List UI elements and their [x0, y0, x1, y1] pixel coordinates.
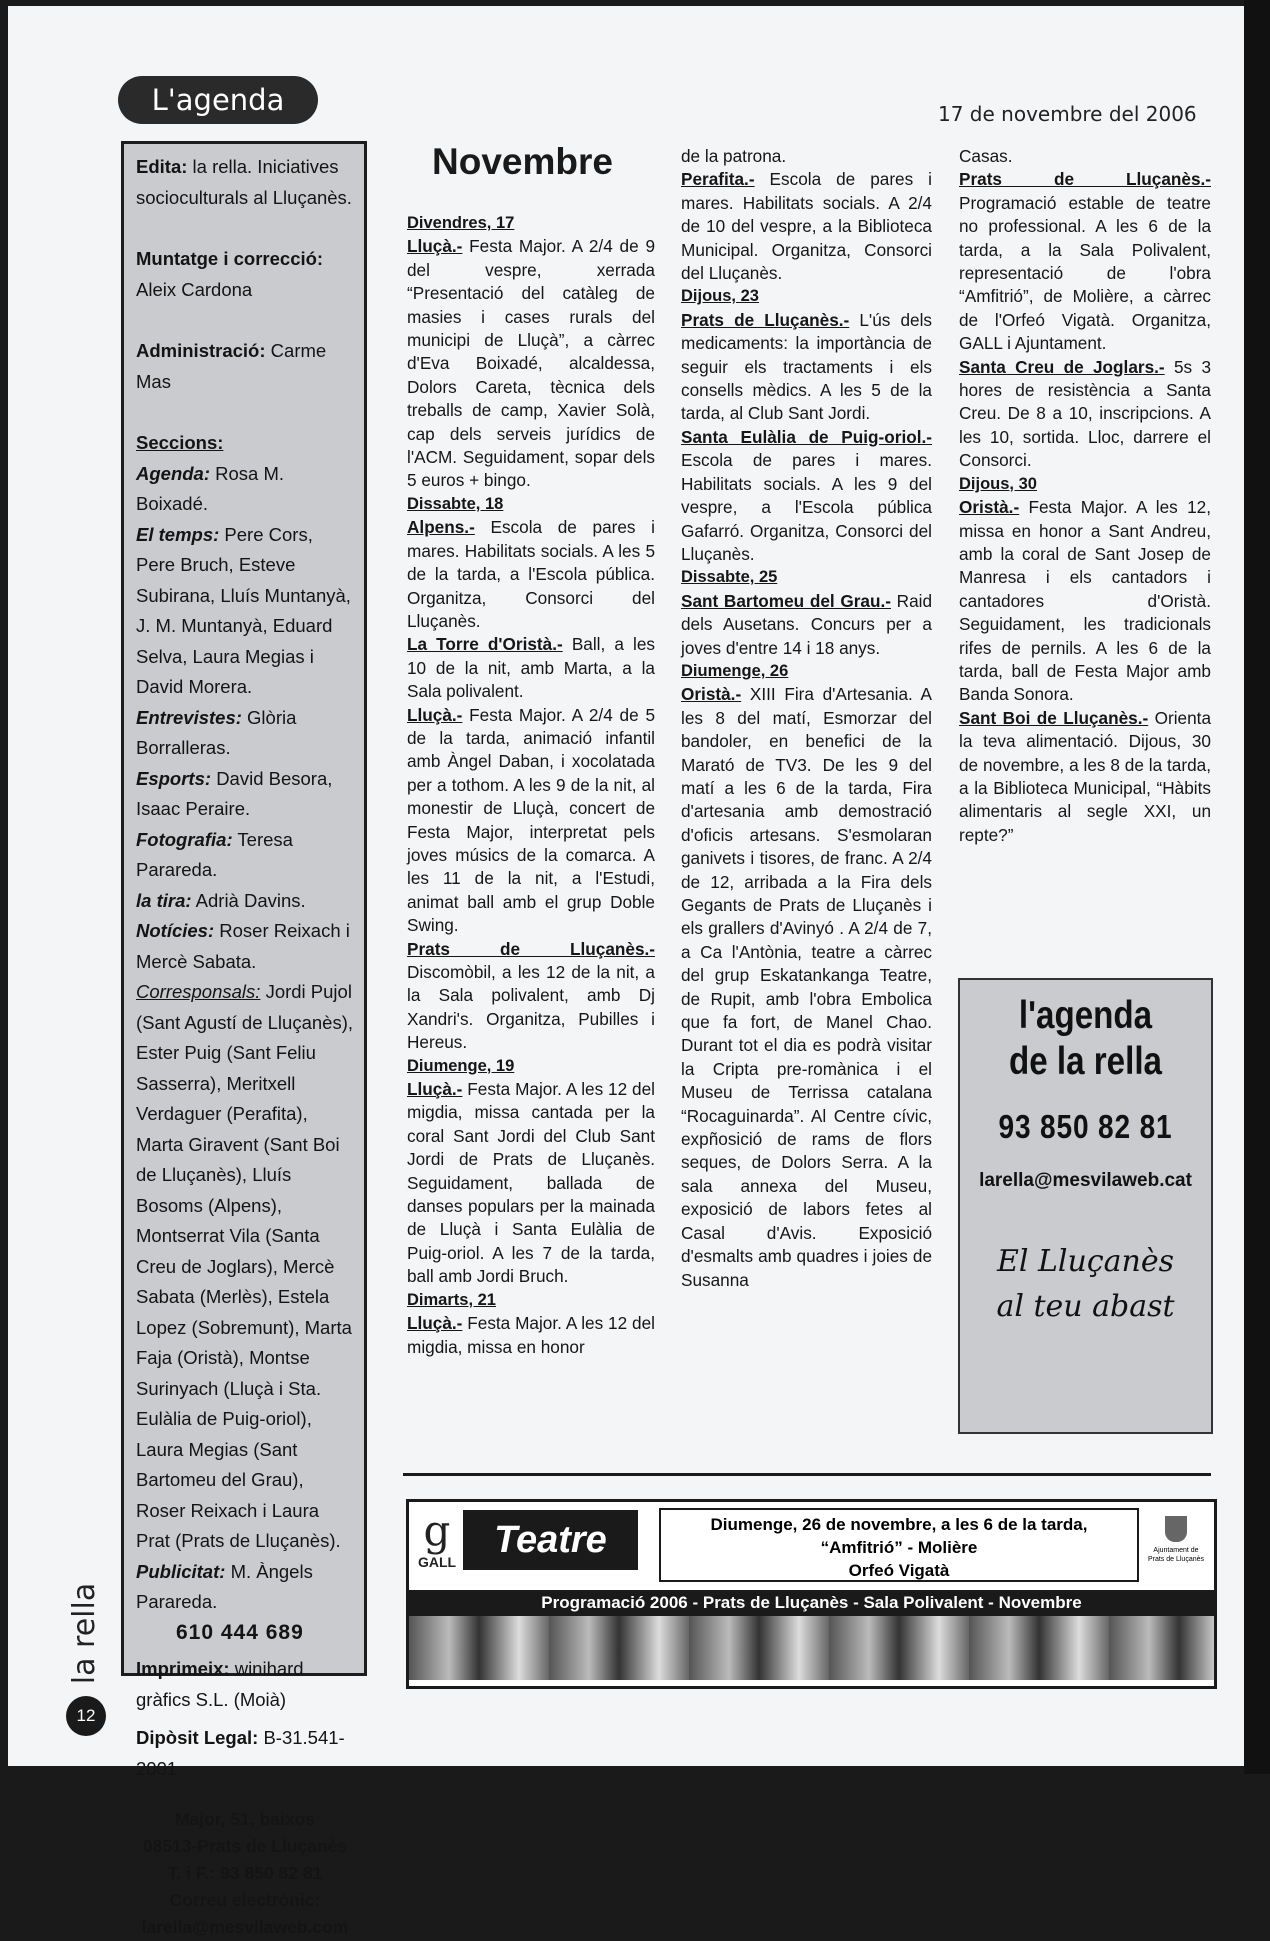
- address-line: 08513-Prats de Lluçanès: [142, 1836, 348, 1856]
- entry-text: Raid dels Ausetans. Concurs per a joves d'entre 14 i 18 anys.: [681, 590, 932, 658]
- day-heading: Diumenge, 26: [681, 661, 789, 680]
- agenda-day: [407, 493, 655, 516]
- credit-value: Jordi Pujol (Sant Agustí de Lluçanès), Ester Puig (Sant Feliu Sasserra), Meritxell Verdaguer (Perafita), Marta Giravent (Sant Boi de Lluçanès), Lluís Bosoms (Alpens), Montserrat Vila (Santa Creu de Joglars), Mercè Sabata (Merlès), Estela Lopez (Sobremunt), Marta Faja (Oristà), Montse Surinyach (Lluçà i Sta. Eulàlia de Puig-oriol), Laura Megias (Sant Bartomeu del Grau), Roser Reixach i Laura Prat (Prats de Lluçanès).: [136, 981, 353, 1551]
- divider: [403, 1473, 1211, 1476]
- agenda-entry: [407, 1312, 655, 1359]
- event-line: “Amfitrió” - Molière: [820, 1538, 978, 1557]
- agenda-column-2: [681, 145, 932, 1292]
- credit-value: winihard gràfics S.L. (Moià): [136, 1658, 304, 1710]
- entry-place: Prats de Lluçanès.-: [959, 169, 1211, 190]
- day-heading: Dissabte, 18: [407, 494, 504, 513]
- entry-text: Festa Major. A les 12 del migdia, missa cantada per la coral Sant Jordi del Club Sant Jordi de Prats de Lluçanès. Seguidament, ballada de danses populars per la mainada de Lluçà i Santa Eulàlia de Puig-oriol. A les 7 de la tarda, ball amb Jordi Bruch.: [407, 1079, 655, 1287]
- credit-value: David Besora, Isaac Peraire.: [136, 767, 333, 819]
- agenda-column-1: [407, 212, 655, 1359]
- entry-place: Lluçà.-: [407, 1079, 463, 1100]
- credit-value: la rella. Iniciatives socioculturals al Lluçanès.: [136, 156, 352, 208]
- entry-text: Festa Major. A les 12, missa en honor a Sant Andreu, amb la coral de Sant Josep de Manresa i els cantadors i cantadores d'Oristà. Seguidament, les tradicionals rifes de pernils. A les 6 de la tarda, ball de Festa Major amb Banda Sonora.: [959, 497, 1211, 705]
- agenda-entry: [681, 426, 932, 566]
- credit-label: Fotografia:: [136, 828, 233, 850]
- address-line: Major, 51, baixos: [174, 1809, 316, 1829]
- day-heading: Dijous, 23: [681, 287, 759, 306]
- credit-label: Agenda:: [136, 462, 210, 484]
- gall-logo: [417, 1508, 457, 1578]
- entry-place: Lluçà.-: [407, 236, 463, 257]
- credit-label: Imprimeix:: [136, 1658, 230, 1679]
- day-heading: Dijous, 30: [959, 474, 1037, 493]
- agenda-entry: [959, 168, 1211, 355]
- teatre-heading: Teatre: [463, 1510, 638, 1570]
- credit-value: Teresa Parareda.: [136, 828, 293, 880]
- page-number: 12: [66, 1696, 106, 1736]
- advert-slogan: El Lluçanès: [996, 1244, 1175, 1279]
- credit-label: Publicitat:: [136, 1560, 226, 1582]
- event-line: Diumenge, 26 de novembre, a les 6 de la tarda,: [710, 1515, 1088, 1534]
- entry-place: La Torre d'Oristà.-: [407, 634, 563, 655]
- agenda-entry: [681, 309, 932, 426]
- entry-place: Alpens.-: [407, 517, 475, 538]
- agenda-entry: [407, 633, 655, 703]
- credit-value: Roser Reixach i Mercè Sabata.: [136, 920, 350, 972]
- advert-title: l'agenda: [1018, 994, 1153, 1037]
- entry-text: Discomòbil, a les 12 de la nit, a la Sala polivalent, amb Dj Xandri's. Organitza, Pubilles i Hereus.: [407, 962, 655, 1053]
- agenda-day: [407, 212, 655, 235]
- address-block: [136, 1806, 354, 1941]
- entry-place: Sant Boi de Lluçanès.-: [959, 707, 1149, 728]
- entry-place: Sant Bartomeu del Grau.-: [681, 590, 891, 611]
- entry-text: Ball, a les 10 de la nit, amb Marta, a la Sala polivalent.: [407, 634, 655, 702]
- entry-text: Escola de pares i mares. Habilitats socials. A 2/4 de 10 del vespre, a la Biblioteca Municipal. Organitza, Consorci del Lluçanès.: [681, 169, 932, 284]
- entry-text: Festa Major. A 2/4 de 5 de la tarda, animació infantil amb Àngel Daban, i xocolatada per a tothom. A les 9 de la nit, al monestir de Lluçà, concert de Festa Major, interpretat pels joves músics de la comarca. A les 11 de la nit, a l'Estudi, animat ball amb el grup Doble Swing.: [407, 704, 655, 936]
- magazine-name: [67, 1566, 130, 1696]
- month-title: Novembre: [432, 141, 613, 182]
- credit-value: Glòria Borralleras.: [136, 706, 297, 758]
- entry-text: Escola de pares i mares. Habilitats socials. A les 9 del vespre, a l'Escola pública Gafarró. Organitza, Consorci del Lluçanès.: [681, 450, 932, 564]
- entry-text: 5s 3 hores de resistència a Santa Creu. De 8 a 10, inscripcions. A les 10, sortida. Lloc, darrere el Consorci.: [959, 356, 1212, 471]
- gall-logo-text: GALL: [417, 1554, 457, 1570]
- agenda-entry: [681, 590, 932, 660]
- agenda-entry: [681, 683, 932, 1292]
- credit-value: Adrià Davins.: [195, 889, 306, 911]
- advertising-phone: 610 444 689: [176, 1620, 304, 1644]
- entry-text: Escola de pares i mares. Habilitats socials. A les 5 de la tarda, a l'Escola pública. Organitza, Consorci del Lluçanès.: [407, 517, 655, 631]
- agenda-day: [681, 285, 932, 308]
- council-name: Ajuntament de Prats de Lluçanès: [1147, 1547, 1205, 1563]
- event-box: [659, 1508, 1139, 1582]
- entry-place: Perafita.-: [681, 169, 755, 190]
- agenda-day: [407, 1055, 655, 1078]
- entry-text: L'ús dels medicaments: la importància de seguir els tractaments i els consells mèdics. A les 5 de la tarda, al Club Sant Jordi.: [681, 309, 932, 424]
- credit-value: Aleix Cardona: [136, 278, 253, 300]
- section-pill: L'agenda: [118, 76, 318, 124]
- day-heading: Divendres, 17: [407, 214, 515, 232]
- credit-label: Administració:: [136, 340, 266, 361]
- day-heading: Dimarts, 21: [407, 1290, 496, 1309]
- theatre-banner: [406, 1499, 1217, 1689]
- credit-label: Entrevistes:: [136, 706, 242, 728]
- scan-edge: [1244, 0, 1270, 1774]
- agenda-day: [681, 660, 932, 683]
- gall-logo-mark: g: [423, 1506, 451, 1555]
- credit-label: Notícies:: [136, 920, 215, 941]
- agenda-entry: [407, 516, 655, 633]
- email-link[interactable]: larella@mesvilaweb.com: [141, 1917, 349, 1937]
- agenda-entry: [681, 145, 932, 168]
- agenda-entry: [959, 707, 1211, 847]
- agenda-day: [407, 1289, 655, 1312]
- agenda-advert: [958, 978, 1213, 1434]
- agenda-day: [959, 473, 1211, 496]
- credit-value: B-31.541-2001: [136, 1727, 345, 1779]
- entry-place: Lluçà.-: [407, 704, 463, 725]
- magazine-name-text: la rella: [67, 1582, 103, 1685]
- agenda-entry: [681, 168, 932, 285]
- credit-label: Muntatge i correcció:: [136, 248, 324, 269]
- agenda-entry: [407, 938, 655, 1055]
- advert-phone: 93 850 82 81: [998, 1108, 1173, 1145]
- credits-box: [121, 141, 367, 1937]
- entry-text: Casas.: [959, 146, 1013, 166]
- magazine-page: [8, 6, 1244, 1937]
- entry-place: Prats de Lluçanès.-: [407, 938, 655, 959]
- advert-slogan: al teu abast: [996, 1289, 1175, 1324]
- entry-place: Oristà.-: [959, 497, 1020, 518]
- entry-place: Santa Eulàlia de Puig-oriol.-: [681, 426, 932, 447]
- credit-label: Seccions:: [136, 432, 224, 453]
- credit-label: Esports:: [136, 767, 212, 789]
- entry-text: Programació estable de teatre no professional. A les 6 de la tarda, a la Sala Polivalent, representació de l'obra “Amfitrió”, de Molière, a càrrec de l'Orfeó Vigatà. Organitza, GALL i Ajuntament.: [959, 192, 1211, 354]
- agenda-column-3: [959, 145, 1211, 847]
- entry-place: Lluçà.-: [407, 1313, 463, 1334]
- day-heading: Dissabte, 25: [681, 568, 778, 587]
- council-logo: [1146, 1508, 1206, 1582]
- credit-label: Edita:: [136, 156, 188, 177]
- address-line: T. i F.: 93 850 82 81: [167, 1863, 323, 1883]
- agenda-entry: [407, 704, 655, 938]
- entry-text: Orienta la teva alimentació. Dijous, 30 de novembre, a les 8 de la tarda, a la Biblioteca Municipal, “Hàbits alimentaris al segle XXI, un repte?”: [959, 707, 1212, 845]
- credit-value: Rosa M. Boixadé.: [136, 462, 285, 514]
- agenda-entry: [959, 496, 1211, 707]
- agenda-entry: [959, 356, 1211, 473]
- agenda-entry: [407, 1078, 655, 1289]
- entry-text: XIII Fira d'Artesania. A les 8 del matí, Esmorzar del bandoler, en benefici de la Marató de TV3. De les 9 del matí a les 6 de la tarda, Fira d'artesania amb demostració d'oficis artesans. S'esmolaran ganivets i tisores, de franc. A 2/4 de 12, arribada a la Fira dels Gegants de Prats de Lluçanès i els grallers d'Avinyó . A 2/4 de 7, a Ca l'Antònia, teatre a càrrec del grup Eskatankanga Teatre, de Rupit, amb l'obra Embolica que fa fort, de Manel Chao. Durant tot el dia es podrà visitar la Cripta pre-romànica i el Museu de Terrissa catalana “Rocaguinarda”. Al Centre cívic, expñosició de rams de flors seques, de Dolors Serra. A la sala annexa del Museu, exposició de labors fetes al Casal d'Avis. Exposició d'esmalts amb quadres i joies de Susanna: [681, 684, 932, 1290]
- entry-place: Oristà.-: [681, 684, 742, 705]
- advert-title: de la rella: [1009, 1040, 1162, 1083]
- shield-icon: [1165, 1516, 1187, 1542]
- entry-text: de la patrona.: [681, 146, 787, 166]
- credit-value: Pere Cors, Pere Bruch, Esteve Subirana, Lluís Muntanyà, J. M. Muntanyà, Eduard Selva, Laura Megias i David Morera.: [136, 523, 351, 697]
- programme-bar: Programació 2006 - Prats de Lluçanès - Sala Polivalent - Novembre: [409, 1590, 1214, 1616]
- entry-place: Santa Creu de Joglars.-: [959, 356, 1165, 377]
- credit-label: Corresponsals:: [136, 981, 261, 1002]
- entry-place: Prats de Lluçanès.-: [681, 309, 850, 330]
- event-line: Orfeó Vigatà: [848, 1561, 950, 1580]
- agenda-entry: [407, 235, 655, 492]
- credit-label: la tira:: [136, 889, 192, 911]
- credit-label: El temps:: [136, 523, 220, 545]
- advert-email[interactable]: larella@mesvilaweb.cat: [979, 1170, 1192, 1191]
- address-line: Correu electrònic:: [169, 1890, 321, 1910]
- agenda-day: [681, 566, 932, 589]
- entry-text: Festa Major. A 2/4 de 9 del vespre, xerrada “Presentació del catàleg de masies i cases rurals del municipi de Lluçà”, a càrrec d'Eva Boixadé, alcaldessa, Dolors Careta, tècnica dels treballs de camp, Xavier Solà, cap dels serveis jurídics de l'ACM. Seguidament, sopar dels 5 euros + bingo.: [407, 236, 655, 491]
- issue-date: 17 de novembre del 2006: [938, 102, 1197, 126]
- credit-value: Carme Mas: [136, 340, 327, 392]
- entry-text: Festa Major. A les 12 del migdia, missa en honor: [407, 1313, 655, 1357]
- agenda-entry: [959, 145, 1211, 168]
- day-heading: Diumenge, 19: [407, 1056, 515, 1075]
- credit-value: M. Àngels Parareda.: [136, 1560, 313, 1612]
- masks-image: [409, 1616, 1214, 1680]
- credit-label: Dipòsit Legal:: [136, 1727, 259, 1748]
